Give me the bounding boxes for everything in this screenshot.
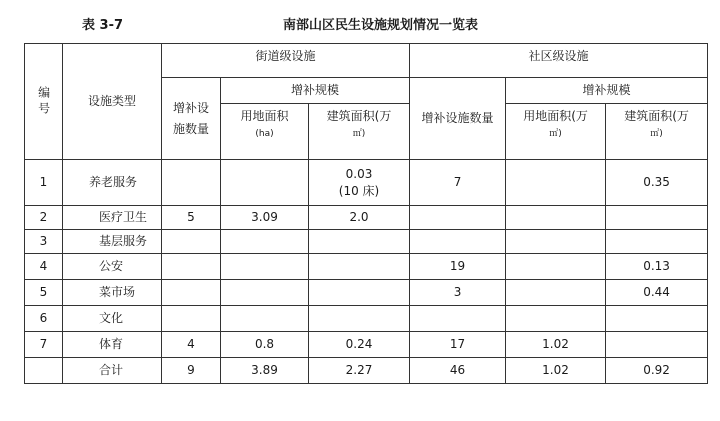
cell-number: 2 <box>25 206 63 230</box>
cell-community-count <box>410 206 506 230</box>
table-title: 南部山区民生设施规划情况一览表 <box>283 18 479 33</box>
cell-street-count <box>162 306 221 332</box>
cell-street-count: 4 <box>162 332 221 358</box>
cell-community-land <box>506 306 606 332</box>
col-header-community-building-area: 建筑面积(万 ㎡) <box>606 104 708 160</box>
cell-street-build: 0.03 (10 床) <box>309 160 410 206</box>
cell-street-build <box>309 306 410 332</box>
cell-street-build <box>309 280 410 306</box>
cell-community-count <box>410 230 506 254</box>
cell-community-land <box>506 280 606 306</box>
cell-street-count: 5 <box>162 206 221 230</box>
col-header-community-group: 社区级设施 <box>410 44 708 78</box>
col-header-community-scale: 增补规模 <box>506 78 708 104</box>
facility-table <box>24 43 708 384</box>
cell-community-land <box>506 230 606 254</box>
cell-community-build: 0.44 <box>606 280 708 306</box>
cell-facility-type: 文化 <box>63 306 162 332</box>
cell-community-land <box>506 254 606 280</box>
cell-street-build <box>309 230 410 254</box>
cell-community-build <box>606 332 708 358</box>
cell-community-build <box>606 230 708 254</box>
cell-number: 1 <box>25 160 63 206</box>
cell-street-build: 0.24 <box>309 332 410 358</box>
cell-number: 6 <box>25 306 63 332</box>
cell-facility-type: 基层服务 <box>63 230 162 254</box>
cell-facility-type: 公安 <box>63 254 162 280</box>
cell-facility-type: 养老服务 <box>63 160 162 206</box>
cell-community-build <box>606 206 708 230</box>
cell-number <box>25 358 63 384</box>
cell-street-build: 2.27 <box>309 358 410 384</box>
col-header-street-group: 街道级设施 <box>162 44 410 78</box>
table-label: 表 3-7 <box>82 18 124 33</box>
cell-street-land: 3.09 <box>221 206 309 230</box>
cell-community-build: 0.35 <box>606 160 708 206</box>
cell-street-land <box>221 306 309 332</box>
cell-community-land <box>506 206 606 230</box>
table-row-total <box>25 358 708 384</box>
cell-community-count: 17 <box>410 332 506 358</box>
cell-community-count <box>410 306 506 332</box>
col-header-street-land-area: 用地面积 (ha) <box>221 104 309 160</box>
cell-community-build: 0.13 <box>606 254 708 280</box>
cell-facility-type: 合计 <box>63 358 162 384</box>
cell-street-land <box>221 254 309 280</box>
cell-street-count <box>162 230 221 254</box>
table-row <box>25 332 708 358</box>
table-row <box>25 206 708 230</box>
cell-street-count: 9 <box>162 358 221 384</box>
cell-community-land: 1.02 <box>506 332 606 358</box>
cell-number: 4 <box>25 254 63 280</box>
cell-street-count <box>162 280 221 306</box>
cell-community-land <box>506 160 606 206</box>
col-header-community-land-area: 用地面积(万 ㎡) <box>506 104 606 160</box>
cell-street-land <box>221 280 309 306</box>
cell-facility-type: 体育 <box>63 332 162 358</box>
cell-facility-type: 医疗卫生 <box>63 206 162 230</box>
col-header-street-building-area: 建筑面积(万 ㎡) <box>309 104 410 160</box>
cell-community-build <box>606 306 708 332</box>
cell-street-land: 0.8 <box>221 332 309 358</box>
cell-community-count: 3 <box>410 280 506 306</box>
cell-street-count <box>162 160 221 206</box>
table-row <box>25 160 708 206</box>
cell-community-land: 1.02 <box>506 358 606 384</box>
cell-community-count: 46 <box>410 358 506 384</box>
cell-street-land: 3.89 <box>221 358 309 384</box>
cell-community-build: 0.92 <box>606 358 708 384</box>
cell-number: 5 <box>25 280 63 306</box>
cell-number: 3 <box>25 230 63 254</box>
col-header-facility-type: 设施类型 <box>63 44 162 160</box>
cell-street-build: 2.0 <box>309 206 410 230</box>
cell-street-land <box>221 160 309 206</box>
cell-street-land <box>221 230 309 254</box>
cell-facility-type: 菜市场 <box>63 280 162 306</box>
cell-street-build <box>309 254 410 280</box>
table-row <box>25 306 708 332</box>
col-header-street-add-count: 增补设施数量 <box>162 78 221 160</box>
cell-street-count <box>162 254 221 280</box>
col-header-community-add-count: 增补设施数量 <box>410 78 506 160</box>
col-header-street-scale: 增补规模 <box>221 78 410 104</box>
table-row <box>25 280 708 306</box>
cell-number: 7 <box>25 332 63 358</box>
table-row <box>25 254 708 280</box>
cell-community-count: 7 <box>410 160 506 206</box>
table-row <box>25 230 708 254</box>
col-header-number: 编号 <box>25 44 63 160</box>
cell-community-count: 19 <box>410 254 506 280</box>
